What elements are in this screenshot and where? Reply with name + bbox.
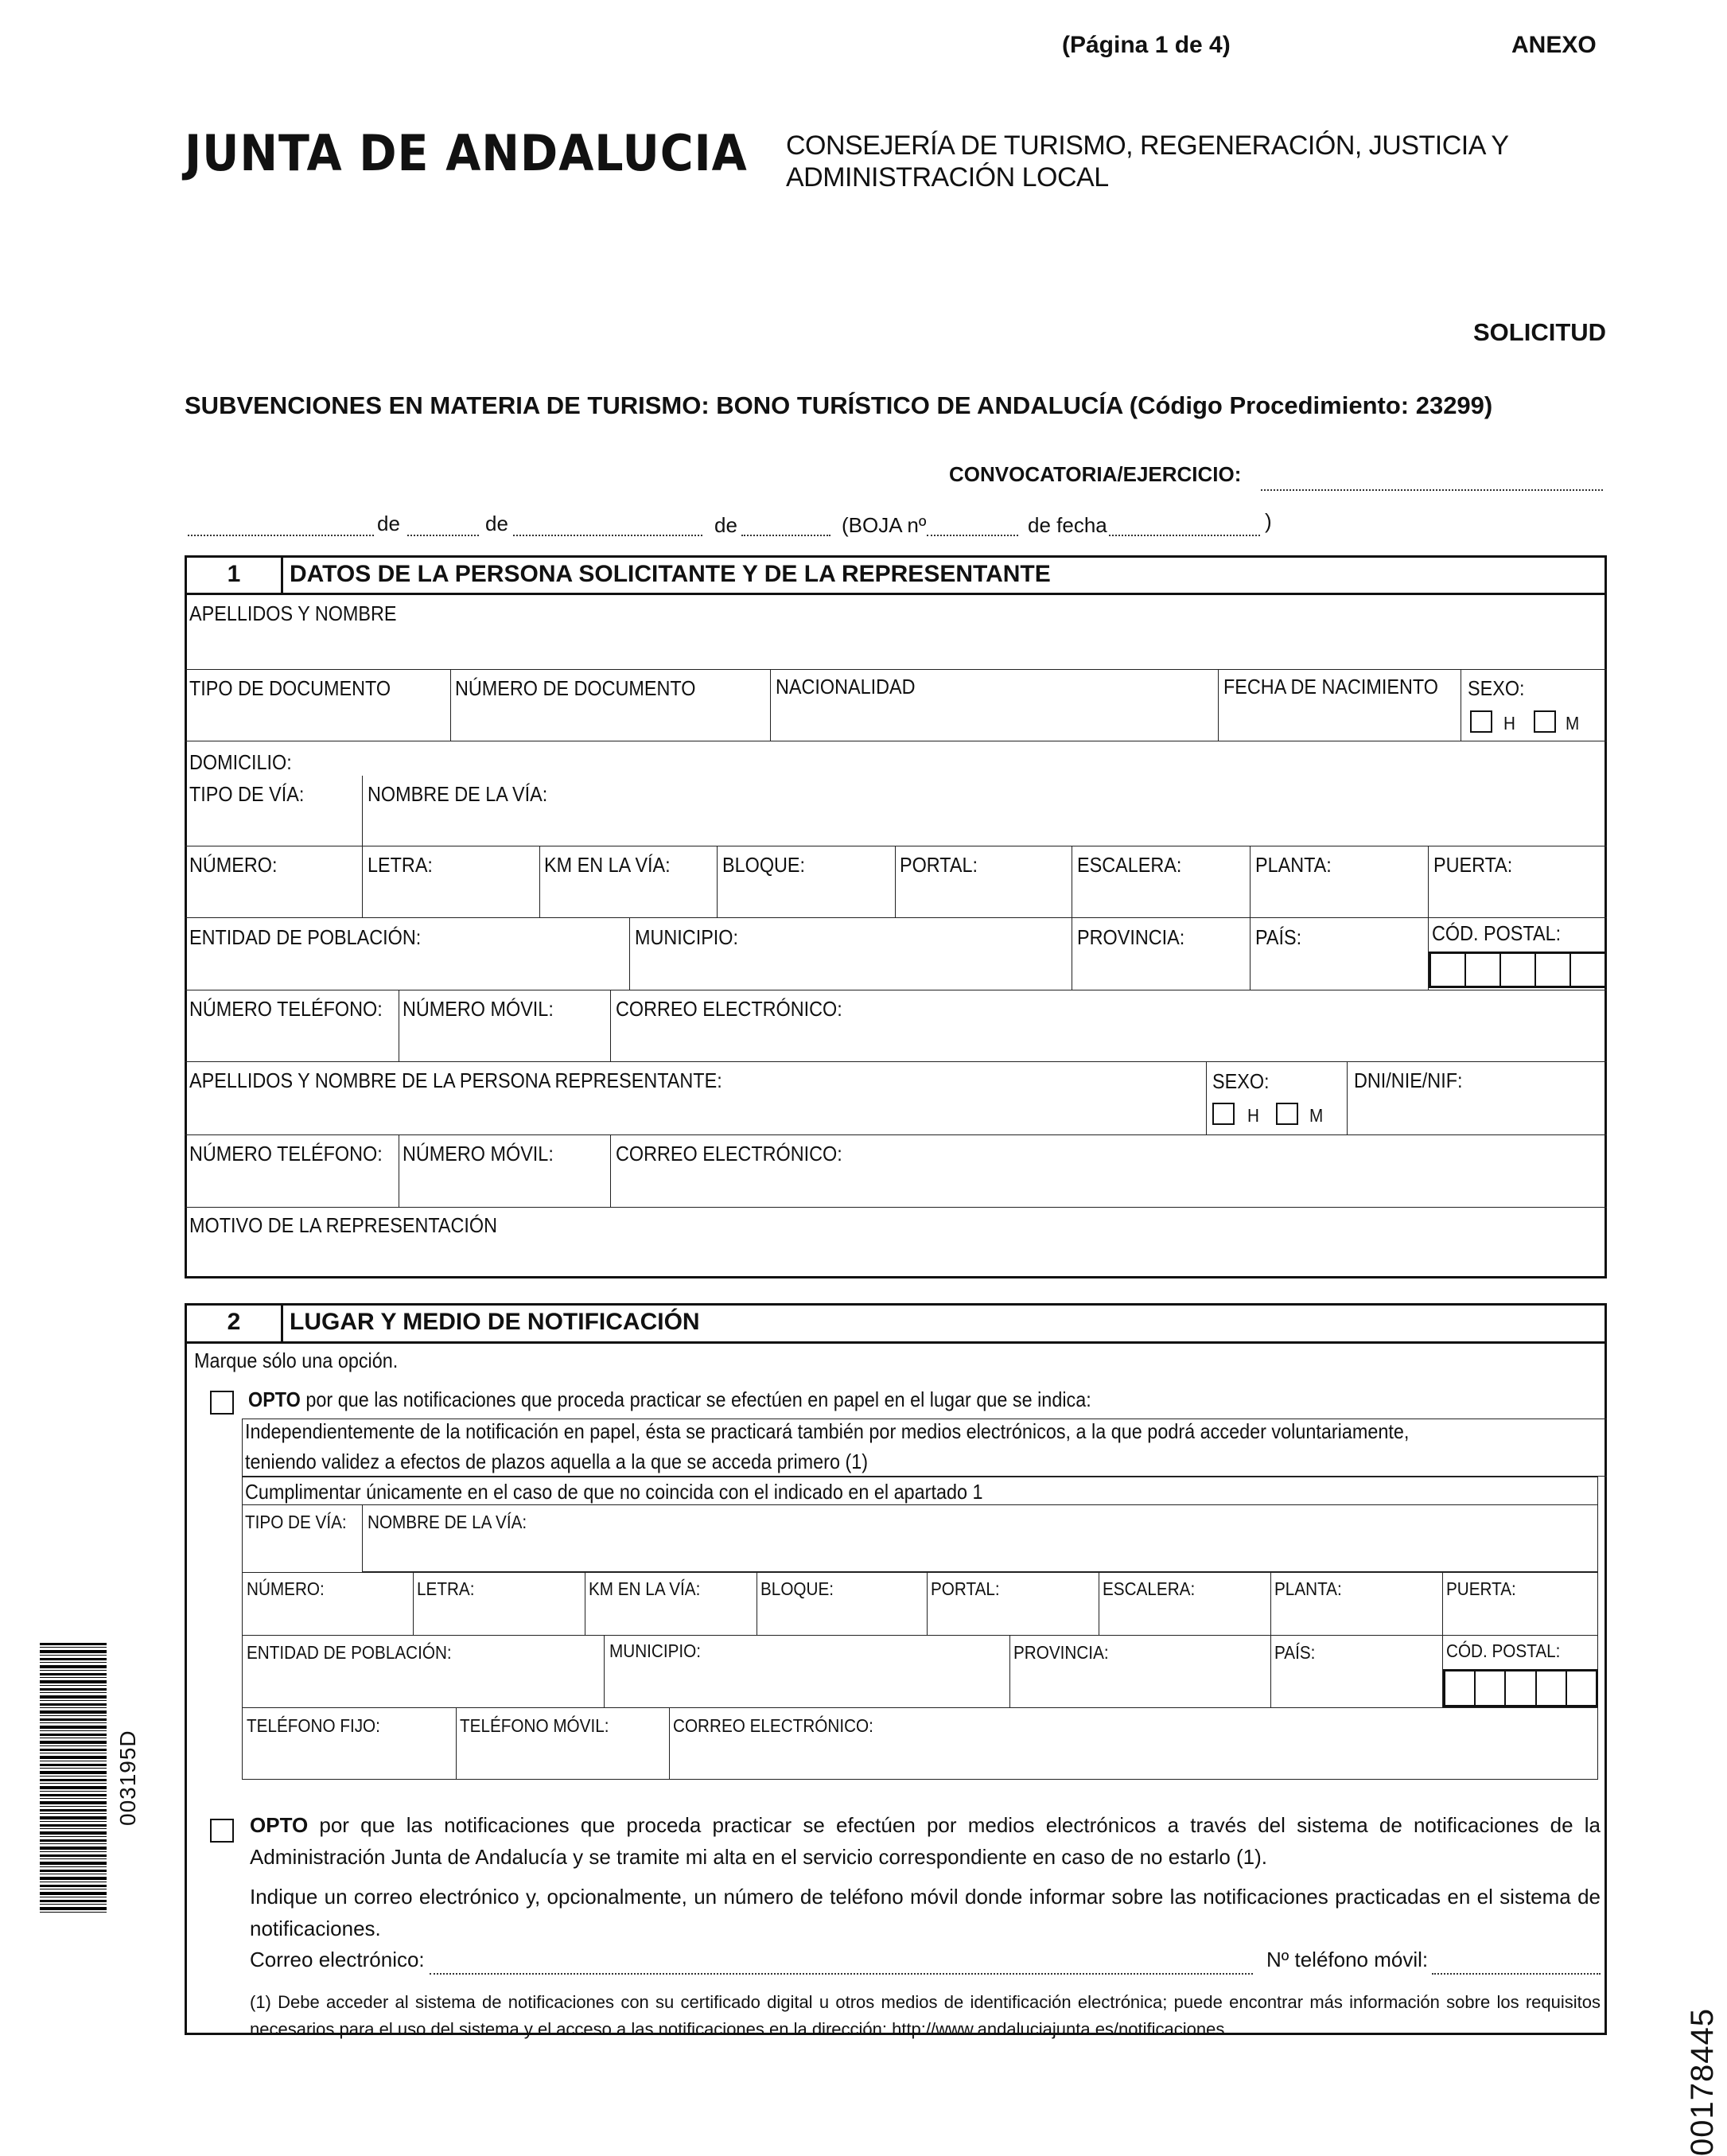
label-alt-nombre-via: NOMBRE DE LA VÍA: <box>368 1512 527 1532</box>
label-alt-escalera: ESCALERA: <box>1103 1578 1196 1599</box>
close-paren: ) <box>1265 509 1272 533</box>
date-de-1: de <box>377 512 400 535</box>
section-2-title: LUGAR Y MEDIO DE NOTIFICACIÓN <box>290 1309 700 1335</box>
label-alt-portal: PORTAL: <box>931 1578 1000 1599</box>
label-alt-pais: PAÍS: <box>1274 1642 1316 1663</box>
checkbox-rep-sexo-m[interactable] <box>1276 1103 1298 1125</box>
annex-label: ANEXO <box>1511 32 1597 58</box>
label-rep-apellidos: APELLIDOS Y NOMBRE DE LA PERSONA REPRESENTANTE: <box>189 1068 722 1092</box>
correo-electronico-field[interactable] <box>430 1973 1253 1975</box>
label-entidad-poblacion: ENTIDAD DE POBLACIÓN: <box>189 925 422 949</box>
label-portal: PORTAL: <box>900 853 978 877</box>
checkbox-sexo-h[interactable] <box>1470 710 1492 733</box>
footnote: (1) Debe acceder al sistema de notificaciones con su certificado digital u otros medios de identificación electrónica; puede encontrar más información sobre los requisitos necesarios para el uso del sistema y el acceso a las notificaciones en la dirección: http://www.andaluciajunta.es/notificaciones <box>250 1992 1601 2039</box>
barcode-code: 003195D <box>115 1730 140 1826</box>
marque-instruction: Marque sólo una opción. <box>194 1348 399 1372</box>
department-line-1: CONSEJERÍA DE TURISMO, REGENERACIÓN, JUSTICIA Y <box>786 130 1509 161</box>
junta-andalucia-logo: JUNTA DE ANDALUCIA <box>185 124 748 182</box>
correo-electronico-label: Correo electrónico: <box>250 1948 425 1971</box>
fecha-label: de fecha <box>1028 513 1107 537</box>
label-rep-h: H <box>1247 1105 1259 1126</box>
label-escalera: ESCALERA: <box>1077 853 1182 877</box>
opto-papel-text: por que las notificaciones que proceda practicar se efectúen en papel en el lugar que se indica: <box>305 1387 1091 1411</box>
label-tipo-documento: TIPO DE DOCUMENTO <box>189 676 391 700</box>
field-nombre-via[interactable] <box>362 776 1607 846</box>
label-rep-m: M <box>1309 1105 1324 1126</box>
label-municipio: MUNICIPIO: <box>635 925 739 949</box>
label-alt-correo: CORREO ELECTRÓNICO: <box>673 1715 873 1736</box>
label-alt-puerta: PUERTA: <box>1446 1578 1516 1599</box>
label-pais: PAÍS: <box>1255 925 1302 949</box>
label-planta: PLANTA: <box>1255 853 1332 877</box>
date-year-field[interactable] <box>513 535 702 536</box>
date-extra-field[interactable] <box>741 535 830 536</box>
checkbox-sexo-m[interactable] <box>1534 710 1556 733</box>
label-sexo: SEXO: <box>1468 676 1525 700</box>
label-correo: CORREO ELECTRÓNICO: <box>616 997 842 1021</box>
label-apellidos-nombre: APELLIDOS Y NOMBRE <box>189 601 397 625</box>
independiente-line-2: teniendo validez a efectos de plazos aquella a la que se acceda primero (1) <box>245 1450 869 1473</box>
label-nombre-via: NOMBRE DE LA VÍA: <box>368 782 548 806</box>
checkbox-opto-electronico[interactable] <box>210 1819 234 1843</box>
department-line-2: ADMINISTRACIÓN LOCAL <box>786 162 1109 193</box>
movil-field[interactable] <box>1432 1973 1601 1975</box>
procedure-title: SUBVENCIONES EN MATERIA DE TURISMO: BONO TURÍSTICO DE ANDALUCÍA (Código Procedimiento: 23299) <box>185 391 1493 419</box>
label-movil: NÚMERO MÓVIL: <box>403 997 554 1021</box>
opto-papel-bold: OPTO <box>248 1387 301 1411</box>
label-nacionalidad: NACIONALIDAD <box>776 675 916 699</box>
label-alt-cod-postal: CÓD. POSTAL: <box>1446 1640 1561 1661</box>
label-telefono: NÚMERO TELÉFONO: <box>189 997 383 1021</box>
date-de-3: de <box>714 513 737 537</box>
label-provincia: PROVINCIA: <box>1077 925 1185 949</box>
opto-electronico-bold: OPTO <box>250 1813 309 1837</box>
label-rep-movil: NÚMERO MÓVIL: <box>403 1142 554 1166</box>
label-bloque: BLOQUE: <box>722 853 806 877</box>
label-km-via: KM EN LA VÍA: <box>544 853 671 877</box>
section-1-number: 1 <box>227 561 241 587</box>
barcode <box>40 1643 107 1913</box>
convocatoria-label: CONVOCATORIA/EJERCICIO: <box>949 462 1242 486</box>
label-alt-numero: NÚMERO: <box>247 1578 325 1599</box>
label-alt-bloque: BLOQUE: <box>760 1578 834 1599</box>
independiente-line-1: Independientemente de la notificación en papel, ésta se practicará también por medios electrónicos, a la que podrá acceder voluntariamente, <box>245 1419 1410 1443</box>
date-day-field[interactable] <box>188 535 374 536</box>
label-alt-telefono-fijo: TELÉFONO FIJO: <box>247 1715 380 1736</box>
indique-paragraph: Indique un correo electrónico y, opcionalmente, un número de teléfono móvil donde informar sobre las notificaciones practicadas en el sistema de notificaciones. <box>250 1885 1601 1940</box>
label-numero: NÚMERO: <box>189 853 278 877</box>
label-sexo-h: H <box>1503 713 1515 734</box>
document-number: 00178445 <box>1685 2008 1720 2156</box>
label-alt-provincia: PROVINCIA: <box>1013 1642 1109 1663</box>
page-indicator: (Página 1 de 4) <box>1062 32 1231 58</box>
field-alt-cod-postal[interactable] <box>1443 1669 1598 1707</box>
movil-label: Nº teléfono móvil: <box>1266 1948 1429 1971</box>
label-tipo-via: TIPO DE VÍA: <box>189 782 305 806</box>
cumplimentar-note: Cumplimentar únicamente en el caso de que no coincida con el indicado en el apartado 1 <box>245 1480 983 1504</box>
label-sexo-m: M <box>1566 713 1580 734</box>
label-rep-dni: DNI/NIE/NIF: <box>1354 1068 1463 1092</box>
label-letra: LETRA: <box>368 853 433 877</box>
label-puerta: PUERTA: <box>1433 853 1513 877</box>
document-type: SOLICITUD <box>1473 318 1607 346</box>
section-2-number: 2 <box>227 1309 241 1335</box>
label-alt-municipio: MUNICIPIO: <box>609 1640 702 1661</box>
label-rep-sexo: SEXO: <box>1212 1069 1270 1093</box>
label-alt-planta: PLANTA: <box>1274 1578 1342 1599</box>
label-rep-telefono: NÚMERO TELÉFONO: <box>189 1142 383 1166</box>
label-domicilio: DOMICILIO: <box>189 750 292 774</box>
checkbox-rep-sexo-h[interactable] <box>1212 1103 1235 1125</box>
field-alt-nombre-via[interactable] <box>362 1504 1598 1572</box>
date-de-2: de <box>485 512 508 535</box>
boja-label: (BOJA nº <box>842 513 927 537</box>
label-alt-telefono-movil: TELÉFONO MÓVIL: <box>460 1715 609 1736</box>
label-fecha-nacimiento: FECHA DE NACIMIENTO <box>1223 675 1439 699</box>
convocatoria-field[interactable] <box>1261 489 1603 491</box>
boja-number-field[interactable] <box>927 535 1018 536</box>
opto-electronico-text: por que las notificaciones que proceda practicar se efectúen por medios electrónicos a través del sistema de notificaciones de la Administración Junta de Andalucía y se tramite mi alta en el servicio correspondiente en caso de no estarlo (1). <box>250 1813 1601 1869</box>
field-apellidos-nombre[interactable] <box>185 593 1607 670</box>
label-cod-postal: CÓD. POSTAL: <box>1432 921 1562 945</box>
date-month-field[interactable] <box>407 535 479 536</box>
section-1-title: DATOS DE LA PERSONA SOLICITANTE Y DE LA REPRESENTANTE <box>290 561 1051 587</box>
checkbox-opto-papel[interactable] <box>210 1391 234 1415</box>
label-alt-entidad: ENTIDAD DE POBLACIÓN: <box>247 1642 452 1663</box>
label-alt-letra: LETRA: <box>417 1578 475 1599</box>
label-alt-km-via: KM EN LA VÍA: <box>589 1578 701 1599</box>
opto-electronico-paragraph <box>250 1809 1601 1873</box>
label-motivo: MOTIVO DE LA REPRESENTACIÓN <box>189 1213 498 1237</box>
field-cod-postal[interactable] <box>1429 952 1607 988</box>
label-rep-correo: CORREO ELECTRÓNICO: <box>616 1142 842 1166</box>
label-numero-documento: NÚMERO DE DOCUMENTO <box>455 676 696 700</box>
label-alt-tipo-via: TIPO DE VÍA: <box>245 1512 347 1532</box>
boja-date-field[interactable] <box>1109 535 1260 536</box>
